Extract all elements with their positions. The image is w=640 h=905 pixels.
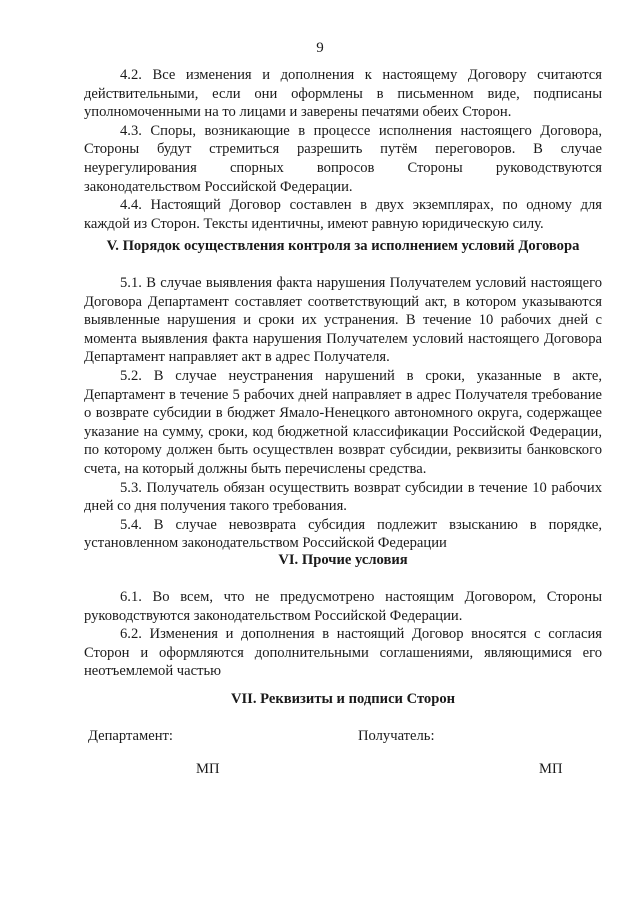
clause-4-3: 4.3. Споры, возникающие в процессе исполнения настоящего Договора, Стороны будут стремиться разрешить путём переговоров. В случае неурегулирования спорных вопросов Стороны руководствуются законодательством Российской Федерации. [84, 122, 602, 195]
section-v-heading: V. Порядок осуществления контроля за исполнением условий Договора [106, 238, 580, 254]
section-vi [84, 588, 602, 681]
clause-5-1: 5.1. В случае выявления факта нарушения Получателем условий настоящего Договора Департамент составляет соответствующий акт, в котором указываются выявленные нарушения и сроки их устранения. В течение 10 рабочих дней с момента выявления факта нарушения Получателем условий настоящего Договора Департамент направляет акт в адрес Получателя. [84, 275, 602, 366]
clause-4-2: 4.2. Все изменения и дополнения к настоящему Договору считаются действительными, если они оформлены в письменном виде, подписаны уполномоченными на то лицами и заверены печатями обеих Сторон. [84, 67, 602, 121]
clause-5-3: 5.3. Получатель обязан осуществить возврат субсидии в течение 10 рабочих дней со дня получения такого требования. [84, 479, 602, 515]
section-v [84, 274, 602, 553]
clause-5-4: 5.4. В случае невозврата субсидия подлежит взысканию в порядке, установленном законодательством Российской Федерации [84, 516, 602, 552]
clause-6-1: 6.1. Во всем, что не предусмотрено настоящим Договором, Стороны руководствуются законодательством Российской Федерации. [84, 589, 602, 624]
recipient-stamp-place: МП [539, 761, 563, 777]
section-iv-tail [84, 66, 602, 233]
section-vii-heading: VII. Реквизиты и подписи Сторон [230, 691, 456, 707]
clause-5-2: 5.2. В случае неустранения нарушений в сроки, указанные в акте, Департамент в течение 5 рабочих дней направляет в адрес Получателя требование о возврате субсидии в бюджет Ямало-Ненецкого автономного округа, содержащее указание на сумму, сроки, код бюджетной классификации Российской Федерации, по которому должен быть осуществлен возврат субсидии, реквизиты банковского счета, на который должны быть перечислены средства. [84, 367, 602, 477]
department-label: Департамент: [88, 728, 173, 744]
clause-6-2: 6.2. Изменения и дополнения в настоящий Договор вносятся с согласия Сторон и оформляются дополнительными соглашениями, являющимися его неотъемлемой частью [84, 626, 602, 680]
department-stamp-place: МП [196, 761, 220, 777]
page-number: 9 [316, 40, 324, 56]
recipient-label: Получатель: [358, 728, 435, 744]
section-vi-heading: VI. Прочие условия [278, 552, 408, 568]
clause-4-4: 4.4. Настоящий Договор составлен в двух экземплярах, по одному для каждой из Сторон. Тексты идентичны, имеют равную юридическую силу. [84, 197, 602, 232]
